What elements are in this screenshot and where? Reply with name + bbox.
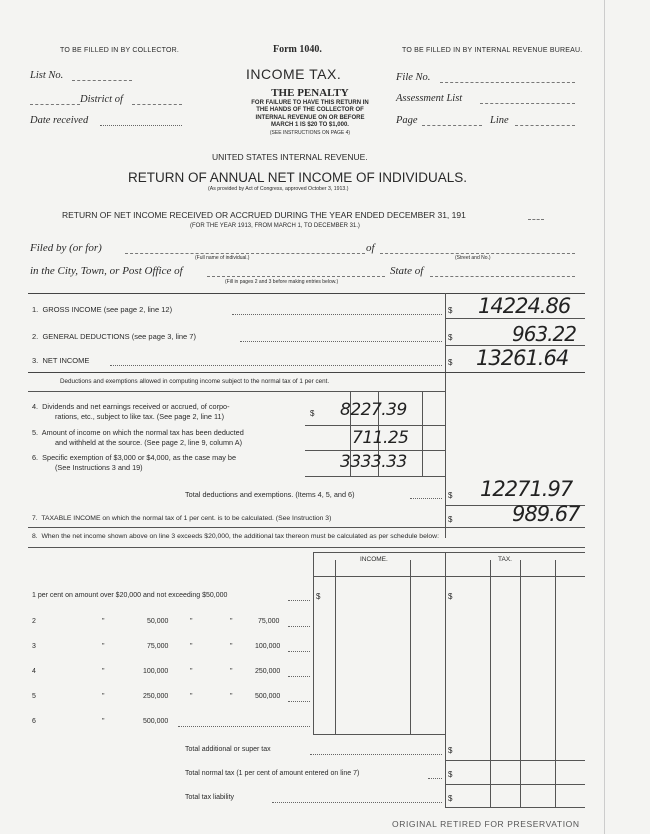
preservation-stamp: ORIGINAL RETIRED FOR PRESERVATION [392,819,580,829]
page-label: Page [396,115,418,126]
net-income-line: 3. NET INCOME [32,356,90,365]
file-no-label: File No. [396,72,431,83]
year-subline: (FOR THE YEAR 1913, FROM MARCH 1, TO DECEMBER 31.) [190,223,360,229]
filed-by-label: Filed by (or for) [30,242,102,254]
date-received-label: Date received [30,115,89,126]
schedule-row-6: 6 [32,718,36,725]
line-label: Line [490,115,509,126]
general-deductions-line: 2. GENERAL DEDUCTIONS (see page 3, line 7) [32,332,196,341]
exemption-value: 3333.33 [340,452,407,472]
line8-label: 8. When the net income shown above on line 3 exceeds $20,000, the additional tax thereon must be calculated as per schedule below: [32,533,439,540]
penalty-title: THE PENALTY [271,87,349,99]
street-caption: (Street and No.) [455,255,491,261]
gross-income-line: 1. GROSS INCOME (see page 2, line 12) [32,305,173,314]
agency-name: UNITED STATES INTERNAL REVENUE. [212,152,368,162]
total-deductions-label: Total deductions and exemptions. (Items 4, 5, and 6) [185,490,355,499]
total-normal-tax: Total normal tax (1 per cent of amount entered on line 7) [185,770,360,777]
deductions-header: Deductions and exemptions allowed in computing income subject to the normal tax of 1 per cent. [60,378,330,385]
gross-income-value: 14224.86 [478,294,571,318]
name-caption: (Full name of individual.) [195,255,250,261]
bureau-note: TO BE FILLED IN BY INTERNAL REVENUE BUREAU. [402,47,583,54]
form-number: Form 1040. [273,44,322,55]
state-label: State of [390,265,424,277]
exemption-line: 6. Specific exemption of $3,000 or $4,000, as the case may be (See Instructions 3 and 19) [32,453,237,472]
penalty-text: FOR FAILURE TO HAVE THIS RETURN IN THE HANDS OF THE COLLECTOR OF INTERNAL REVENUE ON OR BEFORE MARCH 1 IS $20 TO $1,000. (SEE INSTRUCTIONS ON PAGE 4) [251,100,369,136]
provided-by: (As provided by Act of Congress, approved October 3, 1913.) [208,186,349,192]
total-additional-tax: Total additional or super tax [185,746,271,753]
withheld-line: 5. Amount of income on which the normal tax has been deducted and withheld at the source. (See page 2, line 9, column A) [32,428,244,447]
taxable-income-value: 989.67 [512,502,580,526]
net-income-value: 13261.64 [476,346,569,370]
dividends-value: 8227.39 [340,400,407,420]
list-no-label: List No. [30,70,64,81]
schedule-row-4: 4 [32,668,36,675]
of-label: of [366,242,375,254]
income-column-header: INCOME. [360,556,388,563]
return-title: RETURN OF ANNUAL NET INCOME OF INDIVIDUALS. [128,170,468,185]
dividends-line: 4. Dividends and net earnings received or accrued, of corpo- rations, etc., subject to like tax. (See page 2, line 11) [32,402,230,421]
tax-column-header: TAX. [498,556,512,563]
schedule-row-1: 1 per cent on amount over $20,000 and not exceeding $50,000 [32,592,228,599]
city-label: in the City, Town, or Post Office of [30,265,183,277]
schedule-row-3: 3 [32,643,36,650]
year-line: RETURN OF NET INCOME RECEIVED OR ACCRUED DURING THE YEAR ENDED DECEMBER 31, 191 [62,210,466,220]
collector-note: TO BE FILLED IN BY COLLECTOR. [60,47,180,54]
assessment-list-label: Assessment List [396,93,463,104]
taxable-income-line: 7. TAXABLE INCOME on which the normal tax of 1 per cent. is to be calculated. (See Instruction 3) [32,515,332,522]
withheld-value: 711.25 [352,428,409,448]
schedule-row-2: 2 [32,618,36,625]
form-title: INCOME TAX. [246,66,342,82]
total-tax-liability: Total tax liability [185,794,235,801]
general-deductions-value: 963.22 [512,322,576,346]
schedule-row-5: 5 [32,693,36,700]
district-label: District of [80,94,123,105]
fill-caption: (Fill in pages 2 and 3 before making entries below.) [225,279,339,285]
total-deductions-value: 12271.97 [480,477,573,501]
